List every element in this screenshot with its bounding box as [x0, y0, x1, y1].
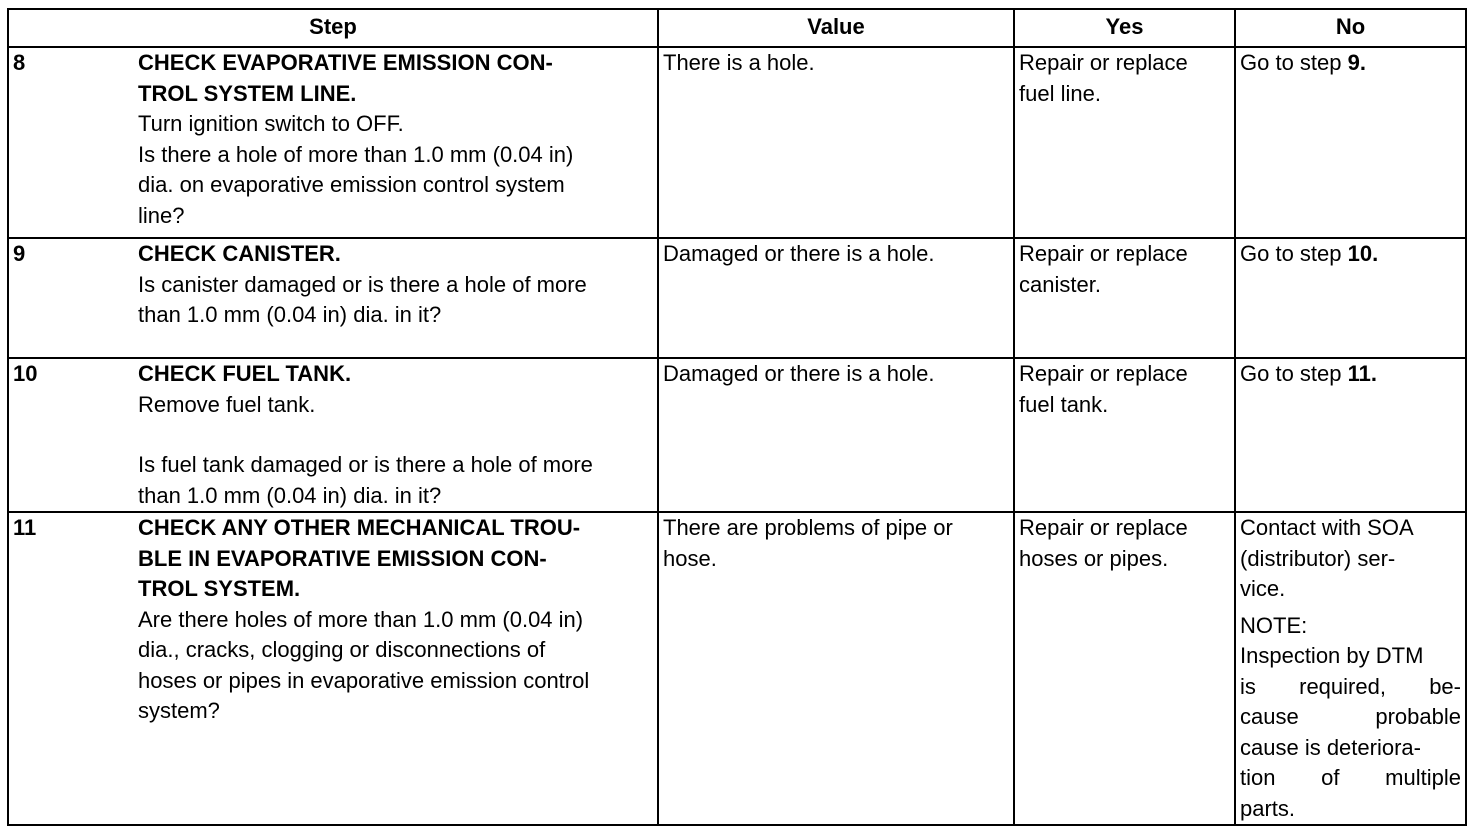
step-body: Remove fuel tank. Is fuel tank damaged or is there a hole of more than 1.0 mm (0.04 in) dia. in it?	[138, 391, 593, 508]
header-no: No	[1235, 9, 1466, 47]
value-cell: Damaged or there is a hole.	[658, 358, 1014, 512]
value-cell: There are problems of pipe or hose.	[658, 512, 1014, 825]
yes-cell: Repair or replace fuel tank.	[1014, 358, 1235, 512]
no-cell: Go to step 10.	[1235, 238, 1466, 358]
table-row	[8, 358, 1466, 512]
step-cell	[134, 358, 658, 512]
step-number: 9	[8, 238, 134, 358]
goto-step-number: 9	[1347, 50, 1360, 75]
yes-cell: Repair or replace fuel line.	[1014, 47, 1235, 238]
header-yes: Yes	[1014, 9, 1235, 47]
no-cell: Go to step 11.	[1235, 358, 1466, 512]
step-number: 11	[8, 512, 134, 825]
step-cell	[134, 47, 658, 238]
step-title: CHECK EVAPORATIVE EMISSION CON- TROL SYSTEM LINE.	[138, 50, 553, 106]
step-body: Are there holes of more than 1.0 mm (0.04 in) dia., cracks, clogging or disconnections of hoses or pipes in evaporative emission control system?	[138, 606, 590, 723]
goto-step-number: 10	[1347, 241, 1373, 266]
no-cell: Contact with SOA (distributor) ser- vice. NOTE: Inspection by DTM is required, be- cause probable cause is deteriora- tion of multiple parts.	[1235, 512, 1466, 825]
step-body: Turn ignition switch to OFF. Is there a hole of more than 1.0 mm (0.04 in) dia. on evaporative emission control system line?	[138, 111, 574, 228]
step-title: CHECK ANY OTHER MECHANICAL TROU- BLE IN EVAPORATIVE EMISSION CON- TROL SYSTEM.	[138, 515, 581, 601]
header-row	[8, 9, 1466, 47]
step-title: CHECK FUEL TANK.	[138, 361, 352, 386]
step-body: Is canister damaged or is there a hole of more than 1.0 mm (0.04 in) dia. in it?	[138, 271, 587, 327]
header-step: Step	[8, 9, 658, 47]
step-title: CHECK CANISTER.	[138, 241, 341, 266]
table-row	[8, 238, 1466, 358]
header-value: Value	[658, 9, 1014, 47]
note-text: Inspection by DTM is required, be- cause probable cause is deteriora- tion of multiple parts.	[1240, 643, 1461, 821]
yes-cell: Repair or replace canister.	[1014, 238, 1235, 358]
step-cell	[134, 512, 658, 825]
goto-step-number: 11	[1347, 361, 1371, 386]
step-cell	[134, 238, 658, 358]
note-label: NOTE:	[1240, 612, 1308, 638]
table-row	[8, 47, 1466, 238]
value-cell: There is a hole.	[658, 47, 1014, 238]
no-cell: Go to step 9.	[1235, 47, 1466, 238]
step-number: 8	[8, 47, 134, 238]
table-row	[8, 512, 1466, 825]
yes-cell: Repair or replace hoses or pipes.	[1014, 512, 1235, 825]
diagnostic-table	[7, 8, 1467, 826]
value-cell: Damaged or there is a hole.	[658, 238, 1014, 358]
step-number: 10	[8, 358, 134, 512]
